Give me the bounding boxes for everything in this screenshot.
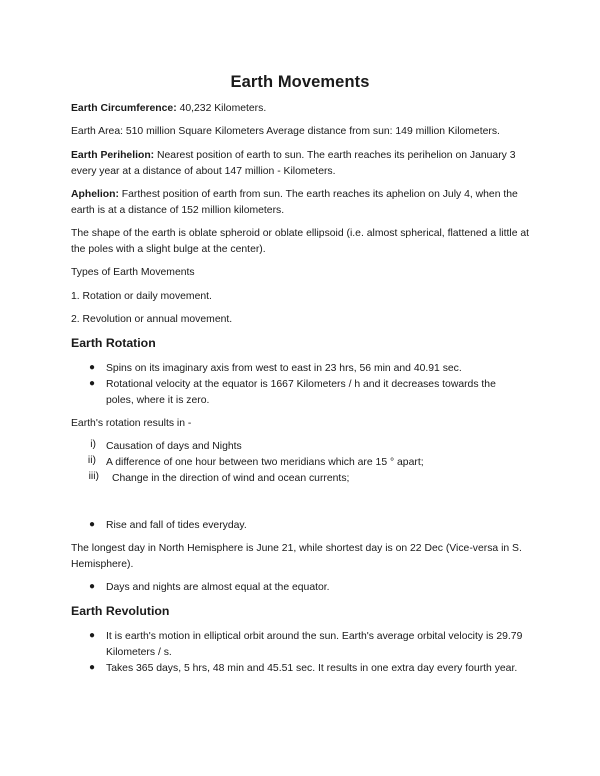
longest-day-paragraph: The longest day in North Hemisphere is June 21, while shortest day is on 22 Dec (Vice-versa in S. Hemisphere).	[71, 543, 522, 570]
roman-numeral: ii)	[87, 455, 96, 466]
result-item: A difference of one hour between two meridians which are 15 ° apart;	[106, 457, 424, 468]
perihelion-text: Nearest position of earth to sun. The earth reaches its perihelion on January 3 every year at a distance of about 147 million - Kilometers.	[71, 150, 516, 177]
list-item: It is earth's motion in elliptical orbit around the sun. Earth's average orbital velocity is 29.79 Kilometers / s.	[106, 631, 523, 658]
list-item: Spins on its imaginary axis from west to east in 23 hrs, 56 min and 40.91 sec.	[106, 363, 462, 374]
roman-numeral: iii)	[88, 471, 99, 482]
result-item: Causation of days and Nights	[106, 441, 242, 452]
results-intro: Earth's rotation results in -	[71, 418, 192, 429]
aphelion-paragraph	[71, 187, 531, 219]
result-item: Change in the direction of wind and ocean currents;	[112, 473, 350, 484]
aphelion-text: Farthest position of earth from sun. The earth reaches its aphelion on July 4, when the earth is at a distance of 152 million kilometers.	[71, 189, 518, 216]
types-intro: Types of Earth Movements	[71, 267, 195, 278]
bullet-icon: ●	[89, 362, 96, 373]
bullet-icon: ●	[89, 662, 96, 673]
area-paragraph: Earth Area: 510 million Square Kilometers Average distance from sun: 149 million Kilometers.	[71, 126, 500, 137]
revolution-heading: Earth Revolution	[71, 604, 170, 618]
roman-numeral: i)	[90, 439, 96, 450]
circumference-paragraph	[71, 101, 531, 117]
aphelion-label: Aphelion:	[71, 189, 119, 200]
shape-paragraph: The shape of the earth is oblate spheroid or oblate ellipsoid (i.e. almost spherical, flattened a little at the poles with a slight bulge at the center).	[71, 228, 530, 255]
list-item: Rise and fall of tides everyday.	[106, 520, 247, 531]
bullet-icon: ●	[89, 581, 96, 592]
list-item: Days and nights are almost equal at the equator.	[106, 582, 330, 593]
list-item: Takes 365 days, 5 hrs, 48 min and 45.51 sec. It results in one extra day every fourth year.	[106, 663, 518, 674]
circumference-text: 40,232 Kilometers.	[176, 103, 267, 114]
bullet-icon: ●	[89, 519, 96, 530]
type-item: 1. Rotation or daily movement.	[71, 291, 212, 302]
page-title: Earth Movements	[230, 73, 370, 91]
bullet-icon: ●	[89, 630, 96, 641]
perihelion-paragraph	[71, 148, 531, 180]
list-item: Rotational velocity at the equator is 1667 Kilometers / h and it decreases towards the poles, where it is zero.	[106, 379, 496, 406]
type-item: 2. Revolution or annual movement.	[71, 314, 233, 325]
circumference-label: Earth Circumference:	[71, 103, 177, 114]
bullet-icon: ●	[89, 378, 96, 389]
perihelion-label: Earth Perihelion:	[71, 150, 155, 161]
rotation-heading: Earth Rotation	[71, 336, 156, 350]
